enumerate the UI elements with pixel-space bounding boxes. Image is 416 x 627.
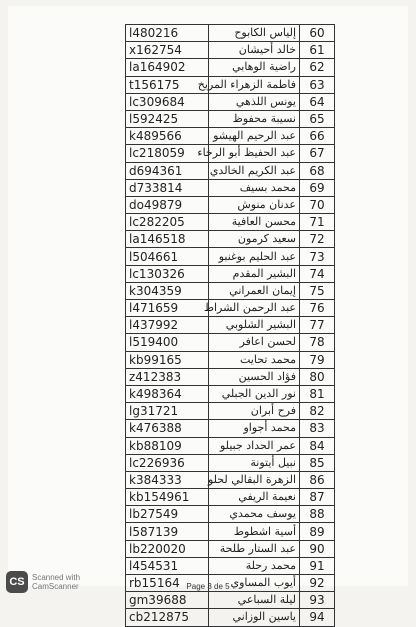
- id-cell: cb212875: [126, 609, 209, 626]
- name-cell: محمد بسيف: [209, 179, 300, 196]
- row-number-cell: 89: [300, 523, 335, 540]
- table-row: [126, 420, 335, 437]
- table-row: [126, 42, 335, 59]
- row-number-cell: 93: [300, 592, 335, 609]
- name-cell: فؤاد الحسين: [209, 368, 300, 385]
- name-cell: إلياس الكابوح: [209, 25, 300, 42]
- row-number-cell: 78: [300, 334, 335, 351]
- table-row: [126, 403, 335, 420]
- name-cell: البشير المقدم: [209, 265, 300, 282]
- row-number-cell: 85: [300, 454, 335, 471]
- id-cell: kb154961: [126, 489, 209, 506]
- id-cell: k476388: [126, 420, 209, 437]
- row-number-cell: 90: [300, 540, 335, 557]
- id-cell: lc309684: [126, 93, 209, 110]
- table-row: [126, 282, 335, 299]
- table-row: [126, 25, 335, 42]
- id-cell: k304359: [126, 282, 209, 299]
- watermark-line-2: CamScanner: [32, 582, 79, 591]
- id-cell: lb220020: [126, 540, 209, 557]
- row-number-cell: 79: [300, 351, 335, 368]
- name-cell: محمد تحايت: [209, 351, 300, 368]
- id-cell: l480216: [126, 25, 209, 42]
- table-row: [126, 248, 335, 265]
- table-row: [126, 471, 335, 488]
- row-number-cell: 66: [300, 128, 335, 145]
- id-cell: lc226936: [126, 454, 209, 471]
- id-cell: lb27549: [126, 506, 209, 523]
- id-cell: k384333: [126, 471, 209, 488]
- table-row: [126, 110, 335, 127]
- row-number-cell: 64: [300, 93, 335, 110]
- row-number-cell: 73: [300, 248, 335, 265]
- table-row: [126, 265, 335, 282]
- name-cell: خالد أحيشان: [209, 42, 300, 59]
- name-cell: يوسف محمدي: [209, 506, 300, 523]
- table-row: [126, 179, 335, 196]
- name-cell: محمد أجواو: [209, 420, 300, 437]
- table-row: [126, 454, 335, 471]
- table-row: [126, 145, 335, 162]
- table-row: [126, 214, 335, 231]
- name-cell: راضية الوهابي: [209, 59, 300, 76]
- table-row: [126, 540, 335, 557]
- row-number-cell: 83: [300, 420, 335, 437]
- row-number-cell: 88: [300, 506, 335, 523]
- table-row: [126, 317, 335, 334]
- table-row: [126, 128, 335, 145]
- roster-table-body: [126, 25, 335, 627]
- name-cell: يونس اللذهي: [209, 93, 300, 110]
- id-cell: l471659: [126, 300, 209, 317]
- row-number-cell: 72: [300, 231, 335, 248]
- table-row: [126, 351, 335, 368]
- table-row: [126, 334, 335, 351]
- name-cell: الزهرة البقالي لحلو: [209, 471, 300, 488]
- row-number-cell: 63: [300, 76, 335, 93]
- id-cell: la164902: [126, 59, 209, 76]
- table-row: [126, 592, 335, 609]
- name-cell: نعيمة الريفي: [209, 489, 300, 506]
- row-number-cell: 68: [300, 162, 335, 179]
- name-cell: فرح أبران: [209, 403, 300, 420]
- row-number-cell: 74: [300, 265, 335, 282]
- table-row: [126, 385, 335, 402]
- name-cell: نور الدين الجبلي: [209, 385, 300, 402]
- id-cell: d694361: [126, 162, 209, 179]
- row-number-cell: 82: [300, 403, 335, 420]
- roster-table: [125, 24, 335, 627]
- row-number-cell: 70: [300, 196, 335, 213]
- name-cell: عبد الكريم الخالدي: [209, 162, 300, 179]
- row-number-cell: 80: [300, 368, 335, 385]
- camscanner-watermark: [6, 568, 146, 596]
- table-row: [126, 609, 335, 626]
- id-cell: l592425: [126, 110, 209, 127]
- id-cell: t156175: [126, 76, 209, 93]
- id-cell: lc218059: [126, 145, 209, 162]
- row-number-cell: 65: [300, 110, 335, 127]
- name-cell: عبد الستار طلحة: [209, 540, 300, 557]
- name-cell: عبد الحليم بوغنبو: [209, 248, 300, 265]
- name-cell: محمد رحلة: [209, 557, 300, 574]
- row-number-cell: 81: [300, 385, 335, 402]
- name-cell: نبيل أيتونة: [209, 454, 300, 471]
- id-cell: rb15164: [126, 575, 209, 592]
- id-cell: l504661: [126, 248, 209, 265]
- name-cell: ياسين الوزاني: [209, 609, 300, 626]
- table-row: [126, 196, 335, 213]
- table-row: [126, 231, 335, 248]
- id-cell: z412383: [126, 368, 209, 385]
- camscanner-logo-icon: [6, 571, 28, 593]
- table-row: [126, 557, 335, 574]
- row-number-cell: 94: [300, 609, 335, 626]
- id-cell: do49879: [126, 196, 209, 213]
- table-row: [126, 506, 335, 523]
- table-row: [126, 76, 335, 93]
- id-cell: lc282205: [126, 214, 209, 231]
- table-row: [126, 489, 335, 506]
- row-number-cell: 91: [300, 557, 335, 574]
- name-cell: عبد الرحيم الهيشو: [209, 128, 300, 145]
- watermark-line-1: Scanned with: [32, 573, 81, 582]
- page-number-label: Page 3 de 5: [186, 582, 230, 591]
- row-number-cell: 62: [300, 59, 335, 76]
- row-number-cell: 86: [300, 471, 335, 488]
- name-cell: أسية اشطوط: [209, 523, 300, 540]
- name-cell: عدنان منوش: [209, 196, 300, 213]
- row-number-cell: 84: [300, 437, 335, 454]
- id-cell: l519400: [126, 334, 209, 351]
- table-row: [126, 300, 335, 317]
- id-cell: kb99165: [126, 351, 209, 368]
- name-cell: سعيد كرمون: [209, 231, 300, 248]
- id-cell: la146518: [126, 231, 209, 248]
- id-cell: k489566: [126, 128, 209, 145]
- id-cell: l587139: [126, 523, 209, 540]
- row-number-cell: 69: [300, 179, 335, 196]
- table-row: [126, 59, 335, 76]
- row-number-cell: 92: [300, 575, 335, 592]
- name-cell: فاطمة الزهراء المريخ: [209, 76, 300, 93]
- id-cell: lc130326: [126, 265, 209, 282]
- name-cell: عبد الحفيظ أبو الرخاء: [209, 145, 300, 162]
- table-row: [126, 368, 335, 385]
- name-cell: ليلة السباعي: [209, 592, 300, 609]
- id-cell: d733814: [126, 179, 209, 196]
- table-row: [126, 93, 335, 110]
- id-cell: gm39688: [126, 592, 209, 609]
- name-cell: إيمان العمراني: [209, 282, 300, 299]
- name-cell: محسن العافية: [209, 214, 300, 231]
- table-row: [126, 437, 335, 454]
- name-cell: لحسن اعافر: [209, 334, 300, 351]
- name-cell: أيوب المساوي: [209, 575, 300, 592]
- row-number-cell: 75: [300, 282, 335, 299]
- row-number-cell: 71: [300, 214, 335, 231]
- row-number-cell: 67: [300, 145, 335, 162]
- row-number-cell: 87: [300, 489, 335, 506]
- table-row: [126, 162, 335, 179]
- row-number-cell: 77: [300, 317, 335, 334]
- row-number-cell: 61: [300, 42, 335, 59]
- id-cell: l437992: [126, 317, 209, 334]
- id-cell: x162754: [126, 42, 209, 59]
- id-cell: l454531: [126, 557, 209, 574]
- id-cell: kb88109: [126, 437, 209, 454]
- table-row: [126, 523, 335, 540]
- name-cell: عبد الرحمن الشراط: [209, 300, 300, 317]
- watermark-text: [32, 573, 80, 591]
- row-number-cell: 76: [300, 300, 335, 317]
- name-cell: نسيبة محفوظ: [209, 110, 300, 127]
- id-cell: k498364: [126, 385, 209, 402]
- id-cell: lg31721: [126, 403, 209, 420]
- row-number-cell: 60: [300, 25, 335, 42]
- name-cell: البشير الشلوبي: [209, 317, 300, 334]
- camscanner-logo-text: CS: [9, 576, 25, 588]
- name-cell: عمر الحداد جبيلو: [209, 437, 300, 454]
